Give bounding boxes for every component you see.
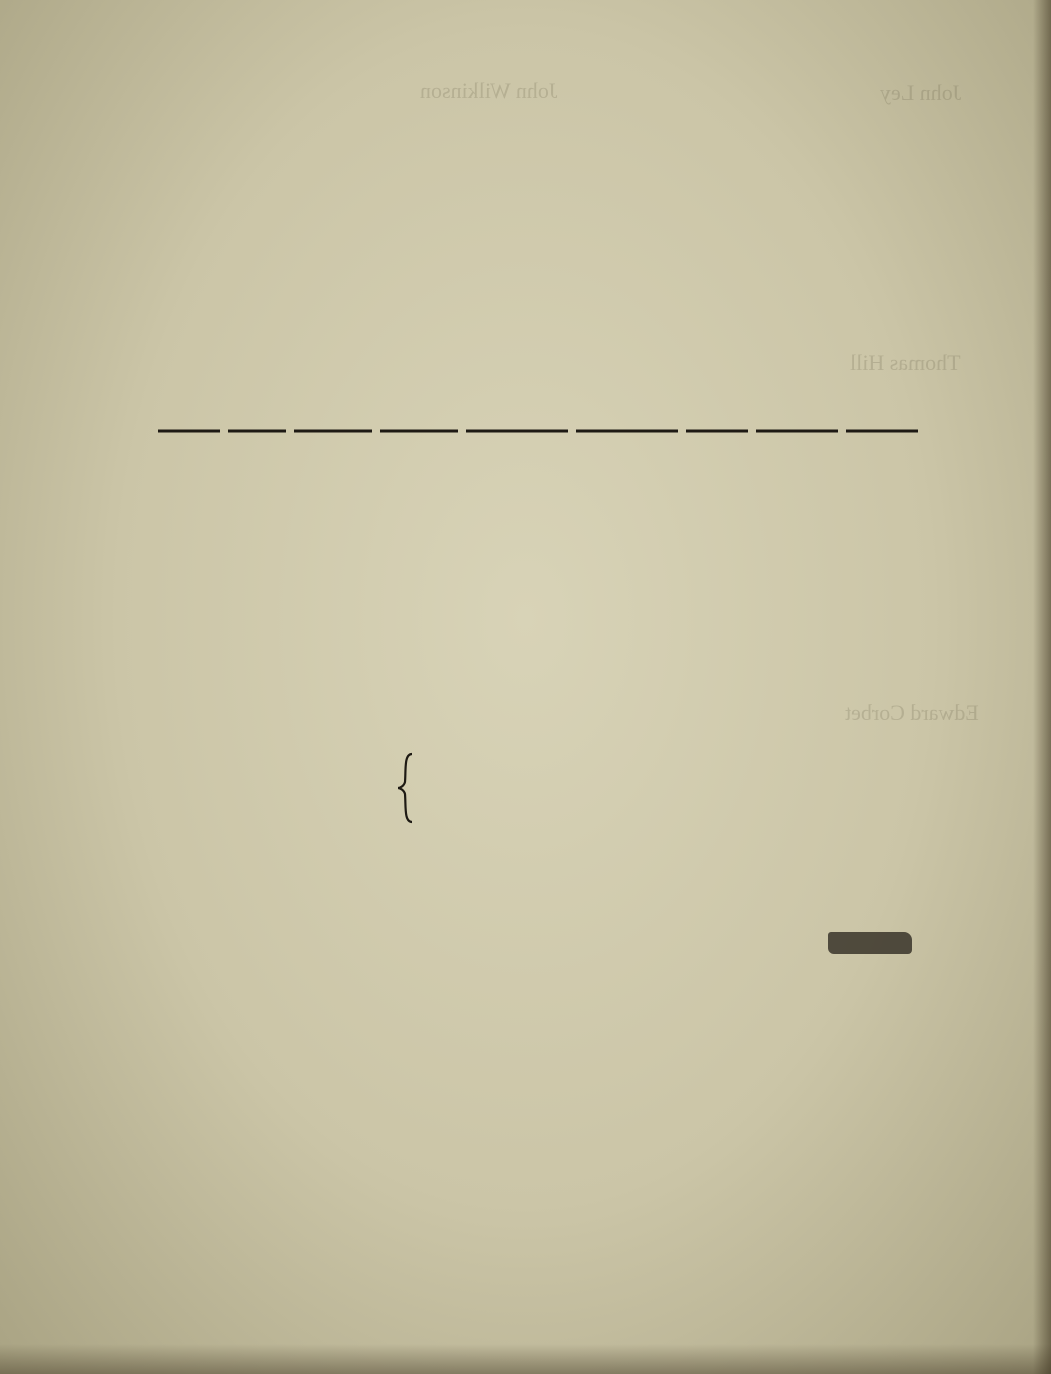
page-edge-shadow bbox=[1033, 0, 1051, 1374]
top-ornament-band bbox=[165, 150, 925, 202]
bleed-through-text: John Ley bbox=[880, 80, 962, 105]
bleed-through-text: John Wilkinson bbox=[420, 78, 558, 103]
bleed-through-text: Edward Corbet bbox=[845, 700, 979, 725]
bleed-through-text: Thomas Hill bbox=[850, 350, 961, 375]
curly-brace bbox=[396, 752, 416, 824]
page-bottom-shadow bbox=[0, 1344, 1051, 1374]
ink-blot bbox=[828, 932, 912, 954]
dashed-rule bbox=[158, 424, 918, 438]
bottom-ornament-band bbox=[150, 1120, 910, 1172]
